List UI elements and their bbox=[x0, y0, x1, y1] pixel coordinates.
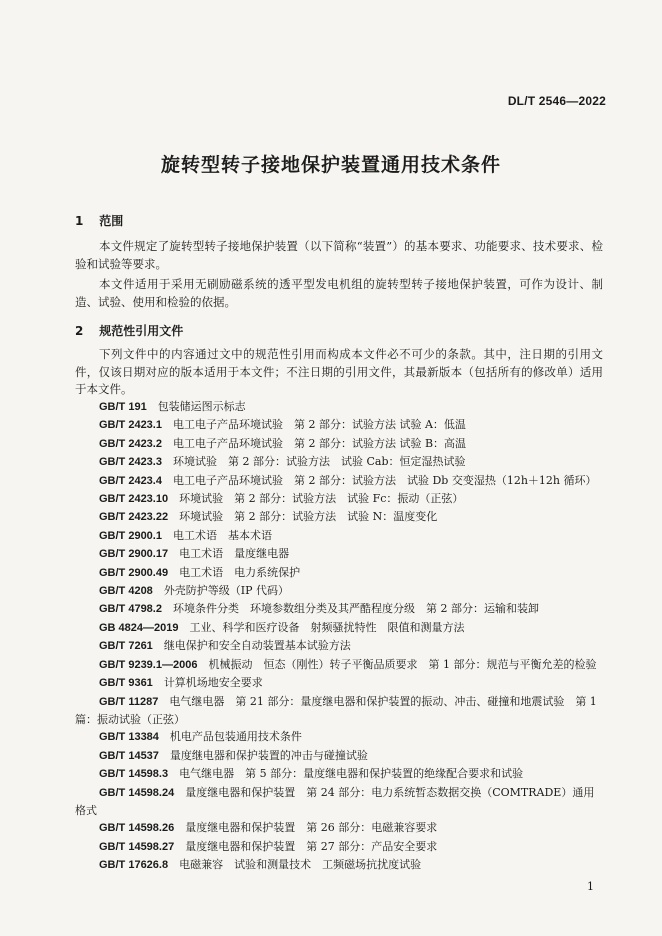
reference-title: 量度继电器和保护装置 第 27 部分：产品安全要求 bbox=[185, 839, 438, 853]
reference-title: 电工电子产品环境试验 第 2 部分：试验方法 试验 A：低温 bbox=[172, 418, 466, 432]
reference-code: GB/T 191 bbox=[99, 401, 147, 413]
paragraph: 下列文件中的内容通过文中的规范性引用而构成本文件必不可少的条款。其中，注日期的引用文件，仅该日期对应的版本适用于本文件；不注日期的引用文件，其最新版本（包括所有的修改单）适用于本文件。 bbox=[75, 347, 603, 397]
reference-title: 电工术语 量度继电器 bbox=[179, 547, 290, 561]
reference-item bbox=[75, 564, 605, 582]
reference-item bbox=[75, 819, 605, 837]
reference-title: 工业、科学和医疗设备 射频骚扰特性 限值和测量方法 bbox=[189, 620, 465, 634]
reference-title: 量度继电器和保护装置 第 24 部分：电力系统暂态数据交换（COMTRADE）通用格式 bbox=[75, 785, 595, 817]
reference-title: 电工术语 电力系统保护 bbox=[179, 565, 301, 579]
reference-code: GB/T 2423.4 bbox=[99, 474, 162, 487]
reference-item bbox=[75, 856, 605, 874]
standard-code: DL/T 2546—2022 bbox=[507, 94, 606, 108]
section-2-heading bbox=[75, 322, 183, 339]
reference-code: GB/T 14598.26 bbox=[99, 822, 175, 835]
section-title: 规范性引用文件 bbox=[99, 324, 184, 338]
section-1-heading bbox=[75, 212, 123, 229]
reference-item bbox=[75, 398, 605, 416]
reference-code: GB/T 2900.49 bbox=[99, 566, 169, 579]
reference-item bbox=[75, 619, 605, 637]
reference-item bbox=[75, 765, 605, 783]
reference-title: 计算机场地安全要求 bbox=[163, 676, 263, 690]
reference-title: 外壳防护等级（IP 代码） bbox=[163, 584, 290, 598]
document-title: 旋转型转子接地保护装置通用技术条件 bbox=[160, 154, 501, 176]
reference-item bbox=[75, 674, 605, 692]
reference-title: 电气继电器 第 5 部分：量度继电器和保护装置的绝缘配合要求和试验 bbox=[179, 767, 524, 781]
reference-code: GB/T 14598.3 bbox=[99, 768, 169, 781]
reference-code: GB/T 2423.1 bbox=[99, 419, 162, 432]
reference-item bbox=[75, 435, 605, 453]
reference-code: GB/T 14598.24 bbox=[99, 786, 175, 799]
reference-code: GB/T 14598.27 bbox=[99, 840, 175, 853]
reference-code: GB/T 2900.1 bbox=[99, 529, 162, 542]
reference-title: 继电保护和安全自动装置基本试验方法 bbox=[163, 639, 351, 653]
reference-item bbox=[75, 527, 605, 545]
reference-title: 电气继电器 第 21 部分：量度继电器和保护装置的振动、冲击、碰撞和地震试验 第 1 篇：振动试验（正弦） bbox=[75, 694, 597, 726]
reference-item bbox=[75, 508, 605, 526]
reference-item bbox=[75, 747, 605, 765]
reference-title: 电磁兼容 试验和测量技术 工频磁场抗扰度试验 bbox=[179, 858, 422, 872]
reference-code: GB/T 2423.10 bbox=[99, 493, 169, 506]
reference-item bbox=[75, 472, 605, 490]
reference-code: GB/T 4798.2 bbox=[99, 603, 162, 616]
section-number: 2 bbox=[75, 324, 84, 338]
page-number: 1 bbox=[587, 880, 594, 893]
reference-item bbox=[75, 784, 605, 820]
reference-item bbox=[75, 545, 605, 563]
reference-item bbox=[75, 693, 605, 729]
reference-code: GB/T 14537 bbox=[99, 749, 159, 762]
reference-list bbox=[75, 398, 605, 875]
reference-code: GB/T 4208 bbox=[99, 585, 153, 598]
reference-item bbox=[75, 637, 605, 655]
reference-item bbox=[75, 656, 605, 674]
reference-item bbox=[75, 490, 605, 508]
section-number: 1 bbox=[75, 214, 84, 228]
reference-title: 环境试验 第 2 部分：试验方法 试验 Fc：振动（正弦） bbox=[179, 492, 464, 506]
reference-item bbox=[75, 582, 605, 600]
reference-title: 量度继电器和保护装置 第 26 部分：电磁兼容要求 bbox=[185, 821, 438, 835]
reference-code: GB 4824—2019 bbox=[99, 621, 179, 634]
reference-code: GB/T 13384 bbox=[99, 731, 159, 744]
reference-item bbox=[75, 600, 605, 618]
reference-title: 电工术语 基本术语 bbox=[172, 528, 272, 542]
reference-code: GB/T 11287 bbox=[99, 695, 159, 708]
reference-code: GB/T 9361 bbox=[99, 677, 153, 690]
reference-item bbox=[75, 416, 605, 434]
reference-code: GB/T 2423.22 bbox=[99, 511, 169, 524]
reference-code: GB/T 2900.17 bbox=[99, 548, 169, 561]
reference-title: 机电产品包装通用技术条件 bbox=[169, 730, 302, 744]
reference-title: 包装储运图示标志 bbox=[157, 400, 246, 413]
reference-title: 环境试验 第 2 部分：试验方法 试验 Cab：恒定湿热试验 bbox=[172, 455, 466, 469]
section-title: 范围 bbox=[99, 214, 124, 228]
reference-title: 环境试验 第 2 部分：试验方法 试验 N：温度变化 bbox=[179, 510, 438, 524]
reference-title: 电工电子产品环境试验 第 2 部分：试验方法 试验 Db 交变湿热（12h＋12h 循环） bbox=[172, 473, 597, 487]
paragraph: 本文件适用于采用无刷励磁系统的透平型发电机组的旋转型转子接地保护装置，可作为设计、制造、试验、使用和检验的依据。 bbox=[75, 277, 603, 309]
reference-title: 环境条件分类 环境参数组分类及其严酷程度分级 第 2 部分：运输和装卸 bbox=[172, 602, 539, 616]
reference-code: GB/T 2423.3 bbox=[99, 456, 162, 469]
reference-item bbox=[75, 838, 605, 856]
reference-title: 机械振动 恒态（刚性）转子平衡品质要求 第 1 部分：规范与平衡允差的检验 bbox=[208, 657, 597, 671]
reference-title: 量度继电器和保护装置的冲击与碰撞试验 bbox=[169, 748, 368, 762]
reference-item bbox=[75, 453, 605, 471]
reference-code: GB/T 7261 bbox=[99, 640, 153, 653]
reference-item bbox=[75, 728, 605, 746]
reference-code: GB/T 2423.2 bbox=[99, 437, 162, 450]
reference-title: 电工电子产品环境试验 第 2 部分：试验方法 试验 B：高温 bbox=[172, 436, 467, 450]
paragraph: 本文件规定了旋转型转子接地保护装置（以下简称“装置”）的基本要求、功能要求、技术要求、检验和试验等要求。 bbox=[75, 239, 603, 271]
reference-code: GB/T 17626.8 bbox=[99, 859, 169, 872]
reference-code: GB/T 9239.1—2006 bbox=[99, 658, 198, 671]
